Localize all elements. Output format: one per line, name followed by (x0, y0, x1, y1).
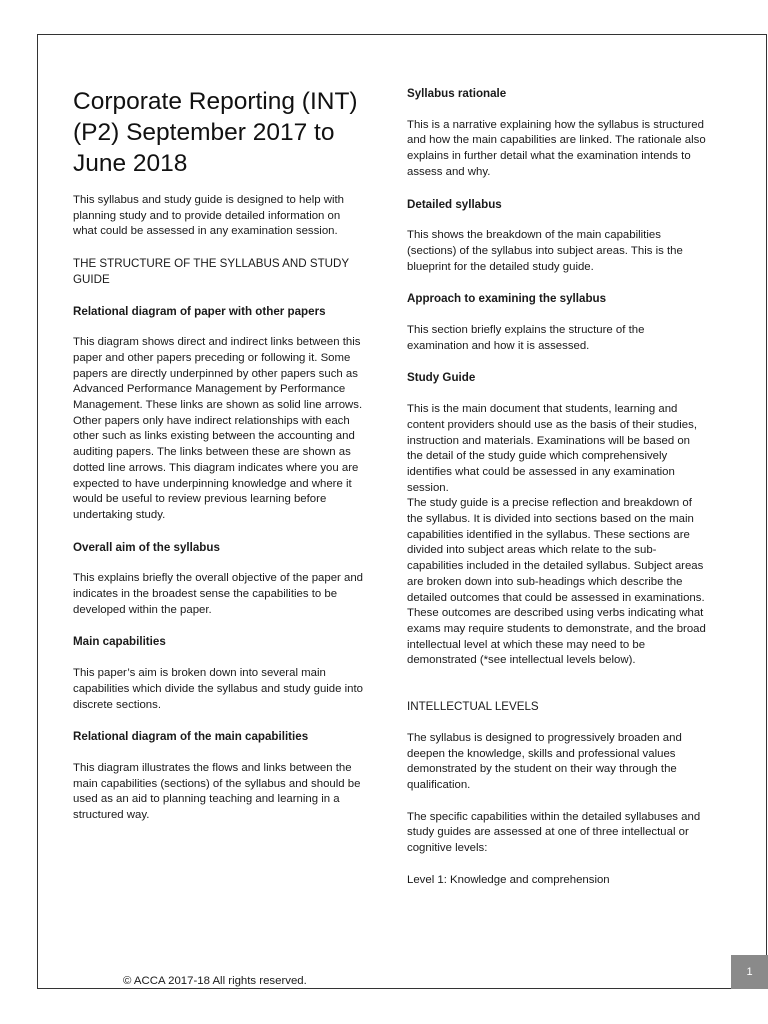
section-body: This explains briefly the overall objective of the paper and indicates in the broadest sense the capabilities to be developed within the paper. (73, 572, 363, 616)
structure-heading: THE STRUCTURE OF THE SYLLABUS AND STUDY GUIDE (73, 257, 349, 286)
spacer (407, 685, 707, 699)
section-heading: Relational diagram of paper with other papers (73, 304, 326, 318)
section-heading: Main capabilities (73, 635, 166, 649)
section-body: This shows the breakdown of the main capabilities (sections) of the syllabus into subject areas. This is the blueprint for the detailed study guide. (407, 229, 683, 273)
intro-paragraph: This syllabus and study guide is designed to help with planning study and to provide detailed information on what could be assessed in any examination session. (73, 194, 345, 238)
section-heading: Study Guide (407, 371, 476, 385)
section-body: This section briefly explains the structure of the examination and how it is assessed. (407, 324, 645, 352)
intellectual-levels-heading: INTELLECTUAL LEVELS (407, 700, 539, 714)
section-heading: Approach to examining the syllabus (407, 292, 607, 306)
page-title: Corporate Reporting (INT) (P2) September 2017 to June 2018 (73, 88, 358, 177)
section-body: This is the main document that students, learning and content providers should use as the basis of their studies, instruction and materials. Examinations will be based on the detail of the study guide which comprehensively identifies what could be assessed in any examination session. (407, 403, 697, 494)
copyright-footer: © ACCA 2017-18 All rights reserved. (123, 975, 307, 987)
section-body-continued: The study guide is a precise reflection and breakdown of the syllabus. It is divided into sections based on the main capabilities identified in the syllabus. These sections are divided into subject areas which relate to the sub-capabilities included in the detailed syllabus. Subject areas are broken down into sub-headings which describe the detailed outcomes that could be assessed in examinations. These outcomes are described using verbs indicating what exams may require students to demonstrate, and the broad intellectual level at which these may need to be demonstrated (*see intellectual levels below). (407, 497, 706, 667)
left-column (73, 86, 363, 840)
level-1-text: Level 1: Knowledge and comprehension (407, 873, 610, 886)
section-body: This diagram illustrates the flows and links between the main capabilities (sections) of the syllabus and should be used as an aid to planning teaching and learning in a structured way. (73, 761, 361, 822)
right-column (407, 86, 707, 904)
intellectual-para-2: The specific capabilities within the detailed syllabuses and study guides are assessed at one of three intellectual or cognitive levels: (407, 810, 701, 855)
section-body: This diagram shows direct and indirect links between this paper and other papers preceding or following it. Some papers are directly underpinned by other papers such as Advanced Performance Management by Performance Management. These links are shown as solid line arrows. Other papers only have indirect relationships with each other such as links existing between the accounting and auditing papers. The links between these are shown as dotted line arrows. This diagram indicates where you are expected to have underpinning knowledge and where it would be useful to review previous learning before undertaking study. (73, 336, 363, 521)
intellectual-para-1: The syllabus is designed to progressively broaden and deepen the knowledge, skills and professional values demonstrated by the student on their way through the qualification. (407, 731, 682, 791)
section-heading: Overall aim of the syllabus (73, 540, 220, 554)
section-body: This is a narrative explaining how the syllabus is structured and how the main capabilities are linked. The rationale also explains in further detail what the examination intends to assess and why. (407, 118, 706, 178)
section-heading: Syllabus rationale (407, 87, 507, 100)
section-heading: Relational diagram of the main capabilities (73, 730, 309, 744)
section-heading: Detailed syllabus (407, 197, 502, 211)
section-body: This paper’s aim is broken down into several main capabilities which divide the syllabus and study guide into discrete sections. (73, 667, 364, 711)
page-number: 1 (731, 955, 768, 989)
